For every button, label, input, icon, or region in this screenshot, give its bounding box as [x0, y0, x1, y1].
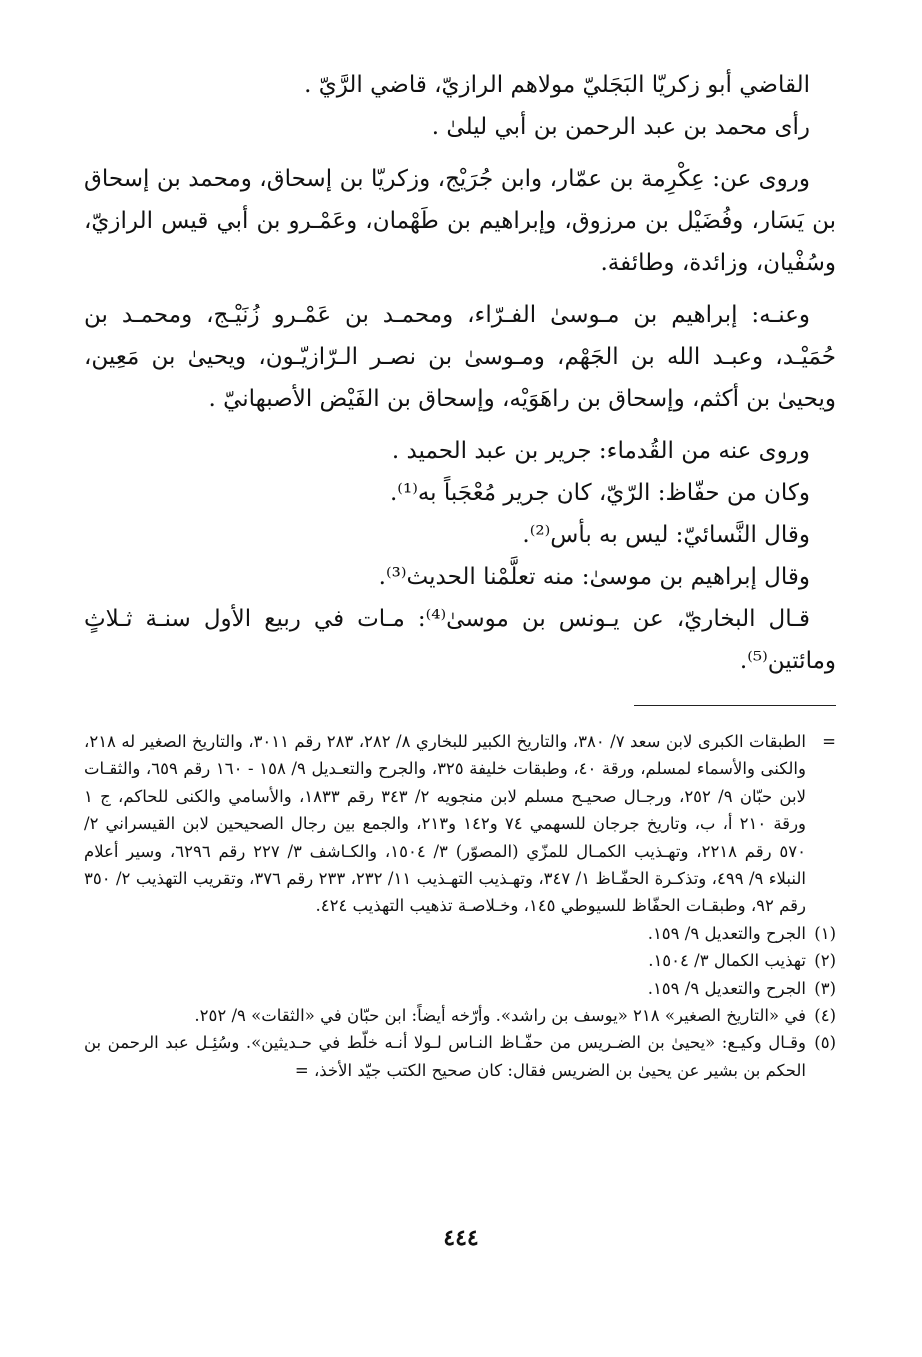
footnote-1 [84, 920, 836, 947]
footnote-text: تهذيب الكمال ٣/ ١٥٠٤. [648, 951, 806, 971]
footnote-2 [84, 947, 836, 974]
paragraph-narrators: وعنـه: إبراهيم بن مـوسىٰ الفـرّاء، ومحمـد بن عَمْـرو زُنَيْـج، ومحمـد بن حُمَيْـد، وعبـد الله بن الجَهْم، ومـوسىٰ بن نصـر الـرّازيّـون، ويحيىٰ بن مَعِين، ويحيىٰ بن أكثم، وإسحاق بن راهَوَيْه، وإسحاق بن الفَيْض الأصبهانيّ . [84, 302, 836, 412]
paragraph-death: قـال البخاريّ، عن يـونس بن موسىٰ⁽⁴⁾: مـات في ربيع الأول سنـة ثـلاثٍ ومائتين⁽⁵⁾. [84, 606, 836, 674]
footnote-continuation [84, 728, 836, 920]
footnote-number: (٢) [814, 951, 836, 971]
footnote-separator [634, 705, 836, 706]
footnote-number: (١) [814, 923, 836, 943]
paragraph-saw: رأى محمد بن عبد الرحمن بن أبي ليلىٰ . [431, 114, 810, 140]
paragraph-ibrahim: وقال إبراهيم بن موسىٰ: منه تعلَّمْنا الحديث⁽³⁾. [378, 564, 810, 590]
footnote-text: الجرح والتعديل ٩/ ١٥٩. [647, 978, 806, 998]
footnote-text: الجرح والتعديل ٩/ ١٥٩. [647, 923, 806, 943]
paragraph-early-narrator: وروى عنه من القُدماء: جرير بن عبد الحميد . [391, 438, 810, 464]
footnotes [84, 728, 836, 1084]
footnote-5 [84, 1029, 836, 1084]
footnote-3 [84, 975, 836, 1002]
footnote-text: وقـال وكيـع: «يحيىٰ بن الضـريس من حفّـاظ النـاس لـولا أنـه خلّط في حـديثين». وسُئِـل عبد الرحمن بن الحكم بن بشير عن يحيىٰ بن الضريس فقال: كان صحيح الكتب جيّد الأخذ، = [84, 1033, 806, 1080]
paragraph-hafiz: وكان من حفّاظ: الرّيّ، كان جرير مُعْجَباً به⁽¹⁾. [390, 480, 810, 506]
paragraph-nasai: وقال النَّسائيّ: ليس به بأس⁽²⁾. [522, 522, 810, 548]
footnote-4 [84, 1002, 836, 1029]
footnote-number: (٥) [814, 1033, 836, 1053]
continuation-text: الطبقات الكبرى لابن سعد ٧/ ٣٨٠، والتاريخ الكبير للبخاري ٨/ ٢٨٢، ٢٨٣ رقم ٣٠١١، والتاريخ الصغير له ٢١٨، والكنى والأسماء لمسلم، ورقة ٤٠، وطبقات خليفة ٣٢٥، والجرح والتعـديل ٩/ ١٥٨ - ١٦٠ رقم ٦٥٩، والثقـات لابن حبّان ٩/ ٢٥٢، ورجـال صحيـح مسلم لابن منجويه ٢/ ٣٤٣ رقم ١٨٣٣، والأسامي والكنى للحاكم، ج ١ ورقة ٢١٠ أ، ب، وتاريخ جرجان للسهمي ٧٤ و١٤٢ و٢١٣، والجمع بين رجال الصحيحين لابن القيسراني ٢/ ٥٧٠ رقم ٢٢١٨، وتهـذيب الكمـال للمزّي (المصوّر) ٣/ ١٥٠٤، والكـاشف ٣/ ٢٢٧ رقم ٦٢٩٦، وسير أعلام النبلاء ٩/ ٤٩٩، وتذكـرة الحفّـاظ ١/ ٣٤٧، وتهـذيب التهـذيب ١١/ ٢٣٢، ٢٣٣ رقم ٣٧٦، وتقريب التهذيب ٢/ ٣٥٠ رقم ٩٢، وطبقـات الحفّاظ للسيوطي ١٤٥، وخـلاصـة تذهيب التهذيب ٤٢٤. [84, 732, 807, 916]
main-text [84, 64, 836, 682]
paragraph-title: القاضي أبو زكريّا البَجَليّ مولاهم الرازيّ، قاضي الرَّيّ . [304, 72, 810, 98]
paragraph-narrated-from: وروى عن: عِكْرِمة بن عمّار، وابن جُرَيْج، وزكريّا بن إسحاق، ومحمد بن إسحاق بن يَسَار، وفُضَيْل بن مرزوق، وإبراهيم بن طَهْمان، وعَمْـرو بن أبي قيس الرازيّ، وسُفْيان، وزائدة، وطائفة. [84, 166, 836, 276]
footnote-number: (٤) [814, 1006, 836, 1026]
page-number: ٤٤٤ [443, 1225, 479, 1251]
footnote-text: في «التاريخ الصغير» ٢١٨ «يوسف بن راشد». وأرّخه أيضاً: ابن حبّان في «الثقات» ٩/ ٢٥٢. [194, 1006, 806, 1026]
continuation-marker: = [822, 732, 836, 751]
footnote-number: (٣) [814, 978, 836, 998]
